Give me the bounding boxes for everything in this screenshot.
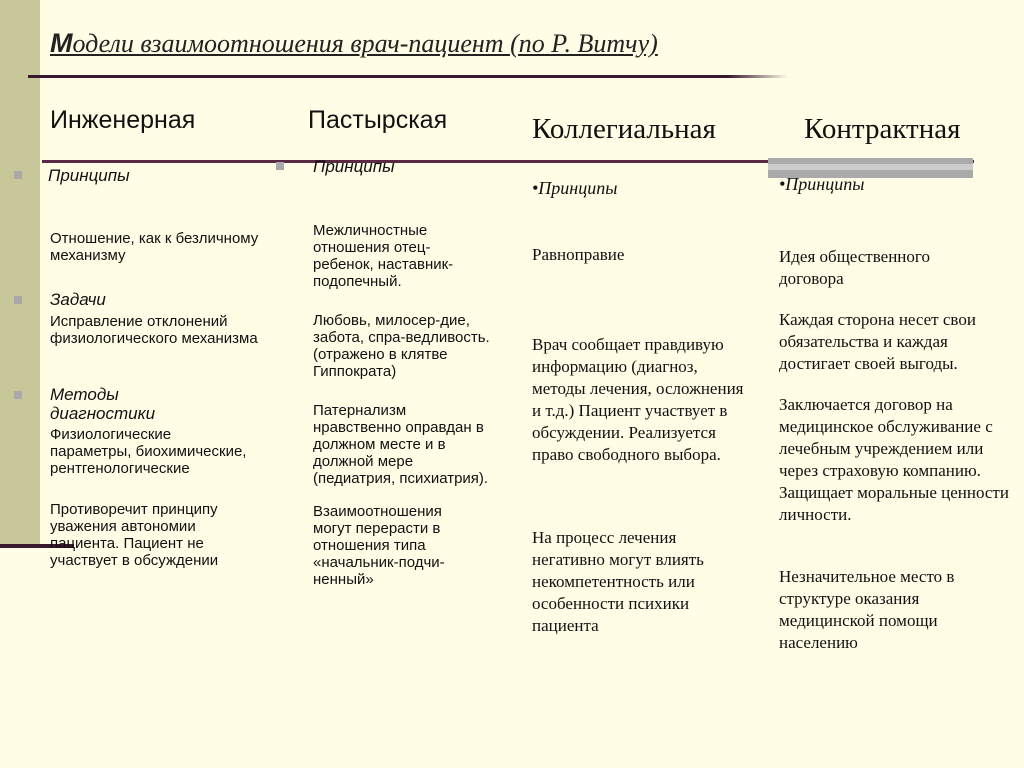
past-principles-label: Принципы [313, 157, 395, 176]
past-text-4: Взаимоотношения могут перерасти в отношения типа «начальник-подчи-ненный» [313, 503, 445, 588]
eng-methods-text: Физиологические параметры, биохимические, рентгенологические [50, 426, 247, 477]
past-text-1: Межличностные отношения отец-ребенок, наставник-подопечный. [313, 222, 454, 290]
contr-text-4: Незначительное место в структуре оказания медицинской помощи населению [779, 567, 955, 652]
bullet-square-icon [14, 391, 22, 399]
eng-tasks-text: Исправление отклонений физиологического механизма [50, 313, 258, 347]
eng-note: Противоречит принципу уважения автономии пациента. Пациент не участвует в обсуждении [50, 501, 219, 569]
title-text: одели взаимоотношения врач-пациент (по Р. Витчу) [72, 29, 658, 58]
contr-principles-label: •Принципы [779, 174, 865, 194]
title-initial: М [50, 28, 73, 58]
coll-text-2: Врач сообщает правдивую информацию (диагноз, методы лечения, осложнения и т.д.) Пациент участвует в обсуждении. Реализуется право свободного выбора. [532, 335, 744, 464]
past-text-2: Любовь, милосер-дие, забота, спра-ведливость. (отражено в клятве Гиппократа) [313, 312, 490, 380]
bullet-square-icon [14, 296, 22, 304]
coll-text-1: Равноправие [532, 245, 625, 264]
left-decor-band [0, 0, 40, 548]
eng-principles-label: Принципы [48, 166, 130, 185]
title-rule-fade [728, 75, 788, 78]
contr-text-2: Каждая сторона несет свои обязательства и каждая достигает своей выгоды. [779, 310, 976, 373]
past-text-3: Патернализм нравственно оправдан в должном месте и в должной мере (педиатрия, психиатрия). [313, 402, 489, 487]
contr-text-3: Заключается договор на медицинское обслуживание с лечебным учреждением или через страховую компанию. Защищает моральные ценности личности. [779, 395, 1009, 524]
heading-pastoral: Пастырская [308, 106, 448, 134]
eng-principles-text: Отношение, как к безличному механизму [50, 230, 259, 264]
heading-engineering: Инженерная [50, 106, 196, 134]
heading-contract: Контрактная [804, 113, 961, 145]
eng-methods-label: Методы диагностики [50, 385, 156, 423]
title-rule [28, 75, 728, 78]
slide-title [50, 28, 658, 59]
bullet-square-icon [276, 162, 284, 170]
eng-tasks-label: Задачи [50, 290, 106, 309]
coll-principles-label: •Принципы [532, 178, 618, 198]
bullet-square-icon [14, 171, 22, 179]
heading-collegial: Коллегиальная [532, 113, 716, 145]
coll-text-3: На процесс лечения негативно могут влиять некомпетентность или особенности психики пациента [532, 528, 704, 635]
contr-text-1: Идея общественного договора [779, 247, 930, 288]
